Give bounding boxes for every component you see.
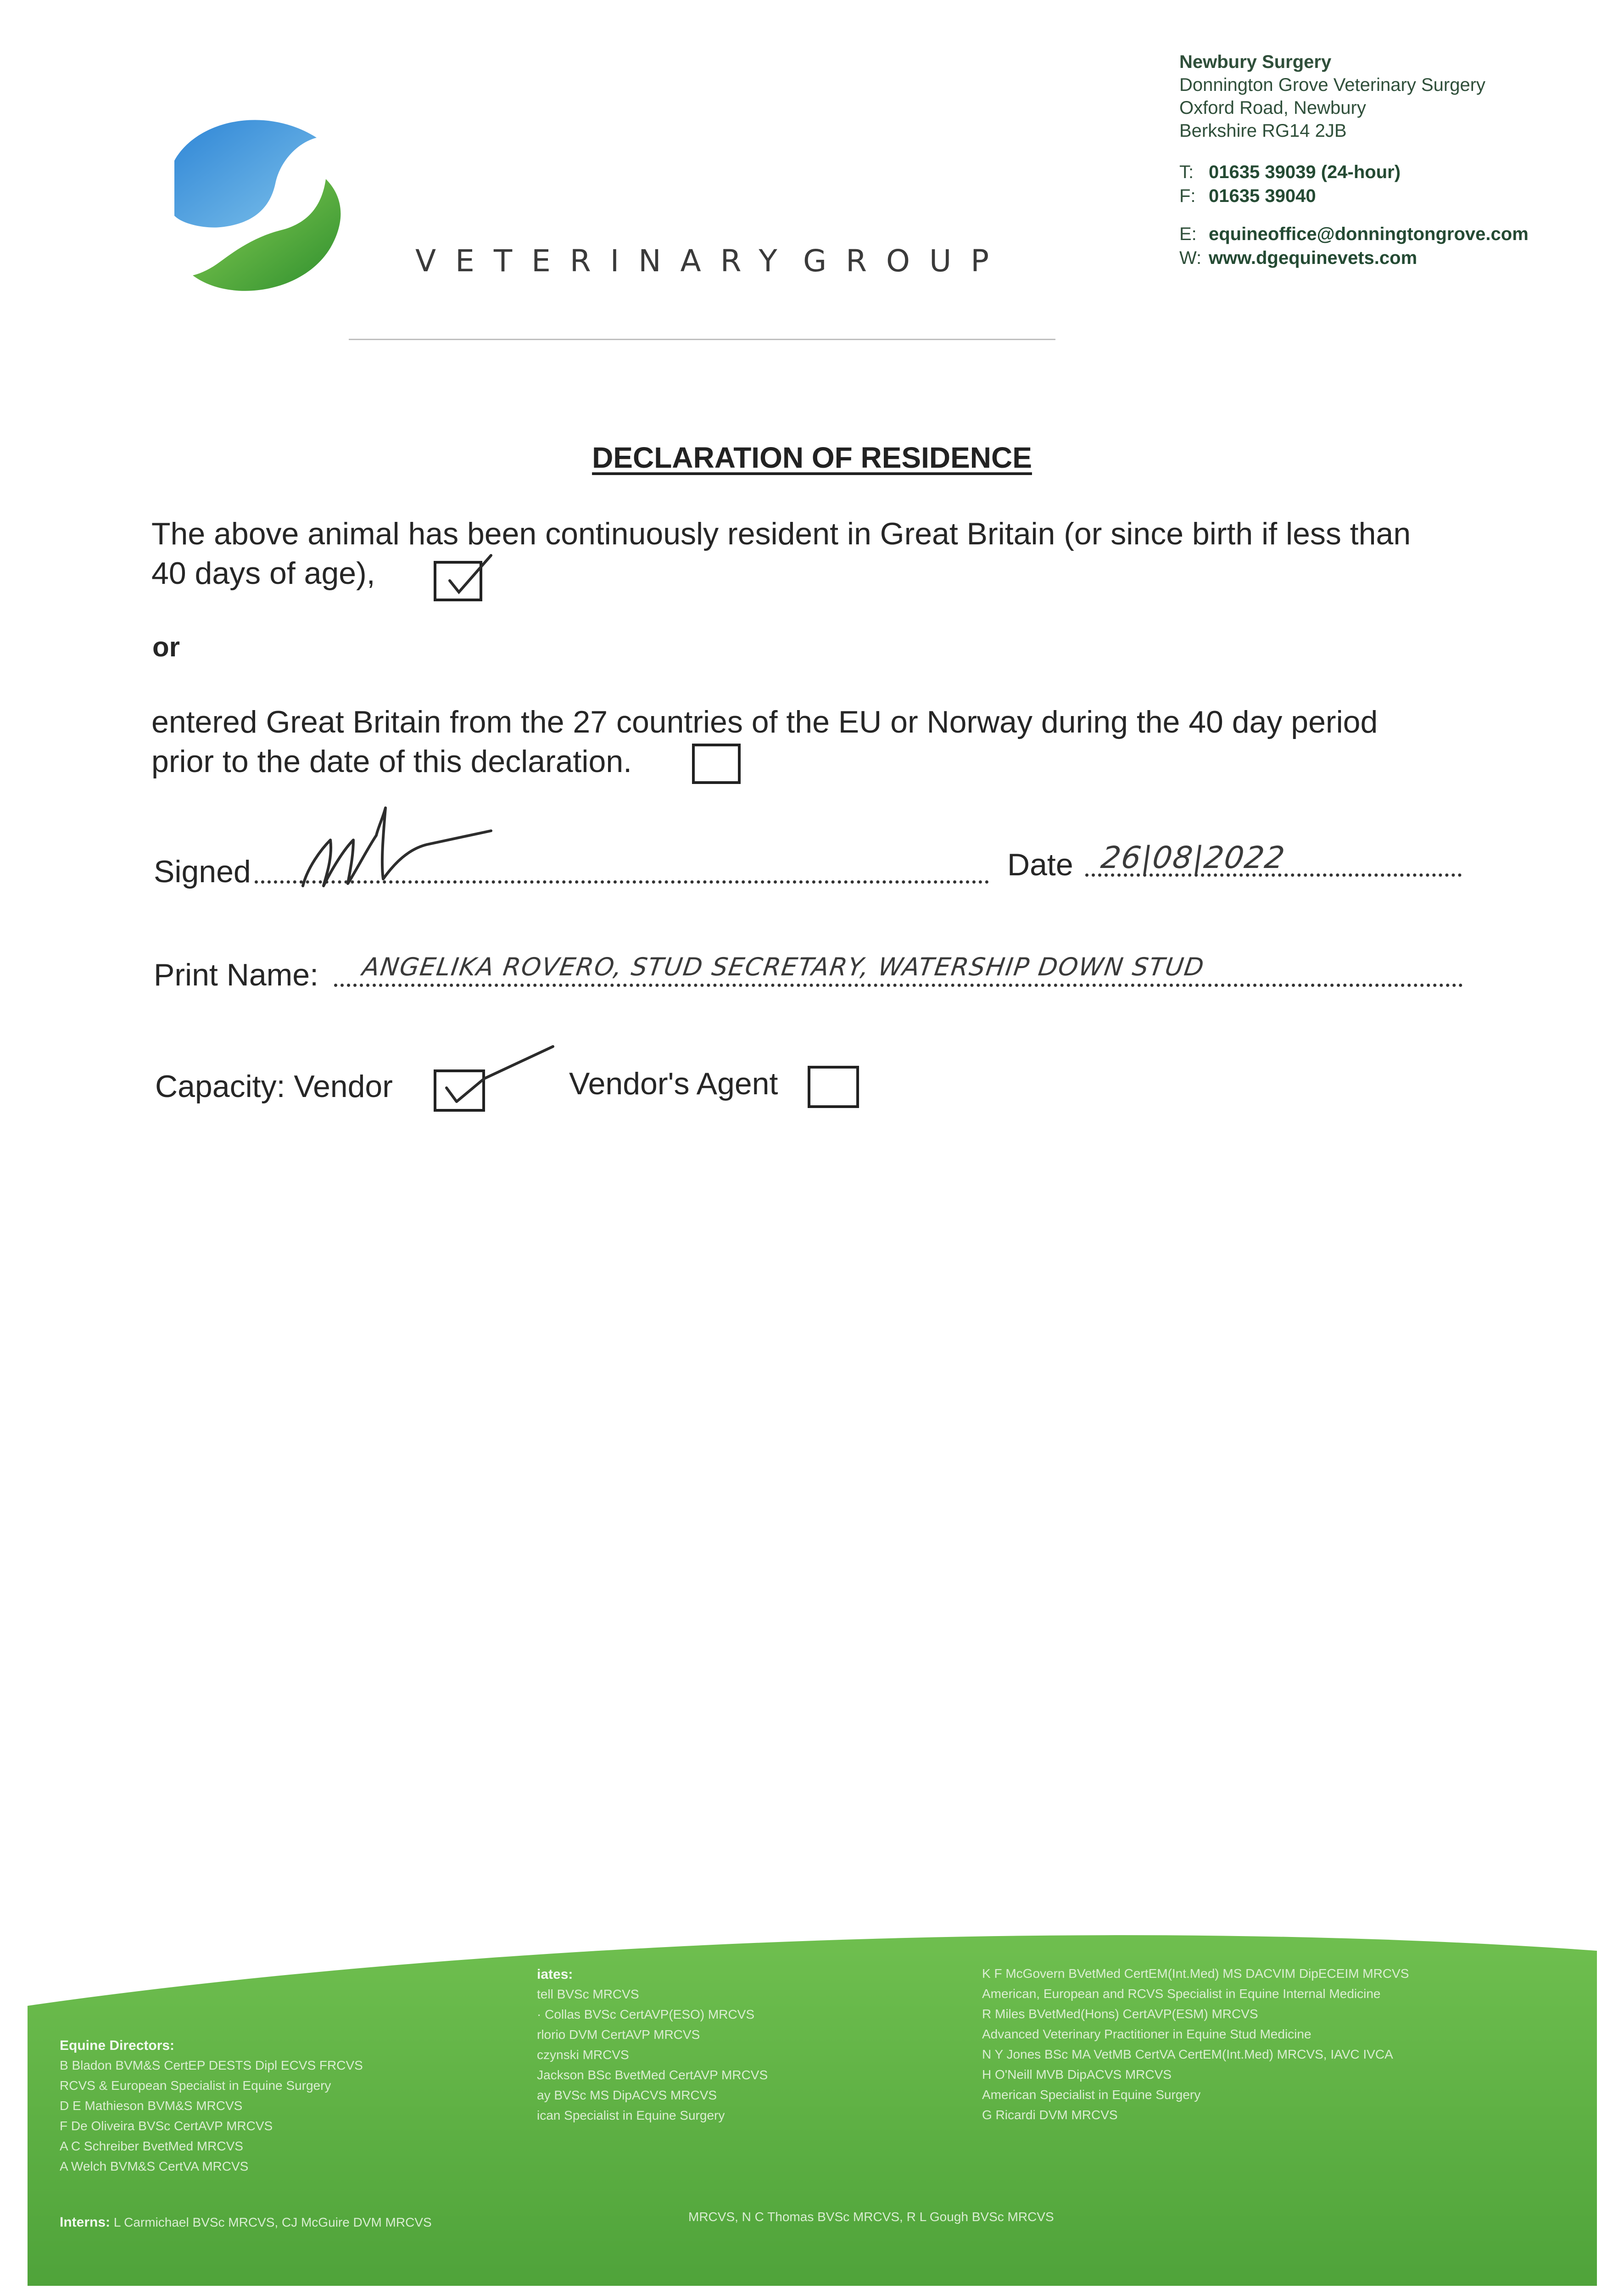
associate-item: H O'Neill MVB DipACVS MRCVS xyxy=(982,2067,1172,2082)
associate-item: G Ricardi DVM MRCVS xyxy=(982,2108,1118,2122)
director-item: A Welch BVM&S CertVA MRCVS xyxy=(60,2159,249,2173)
email-label: E: xyxy=(1179,224,1197,244)
directors-list xyxy=(60,2055,363,2177)
interns-left: L Carmichael BVSc MRCVS, CJ McGuire DVM MRCVS xyxy=(113,2215,432,2229)
capacity-vendor-label: Capacity: Vendor xyxy=(155,1069,393,1104)
header-divider xyxy=(349,339,1055,340)
footer-band xyxy=(28,1919,1597,2286)
associate-item: Advanced Veterinary Practitioner in Equine Stud Medicine xyxy=(982,2027,1311,2041)
surgery-name: Newbury Surgery xyxy=(1179,52,1332,72)
associate-item: N Y Jones BSc MA VetMB CertVA CertEM(Int.Med) MRCVS, IAVC IVCA xyxy=(982,2047,1393,2061)
director-item: F De Oliveira BVSc CertAVP MRCVS xyxy=(60,2119,273,2133)
interns-title: Interns: xyxy=(60,2215,111,2230)
signature-mark xyxy=(289,799,500,895)
web-label: W: xyxy=(1179,248,1202,268)
date-value: 26|08|2022 xyxy=(1099,840,1288,875)
option2-line1: entered Great Britain from the 27 countries of the EU or Norway during the 40 day period xyxy=(151,705,1378,739)
option1-line2: 40 days of age), xyxy=(151,556,375,591)
eu-entry-checkbox[interactable] xyxy=(692,744,741,784)
check-mark-icon xyxy=(441,549,496,599)
signed-label: Signed xyxy=(154,854,251,889)
associate-item: Jackson BSc BvetMed CertAVP MRCVS xyxy=(537,2068,768,2082)
associate-item: American Specialist in Equine Surgery xyxy=(982,2088,1201,2102)
associate-item: ican Specialist in Equine Surgery xyxy=(537,2108,725,2122)
print-name-label: Print Name: xyxy=(154,957,318,992)
director-item: D E Mathieson BVM&S MRCVS xyxy=(60,2099,243,2113)
check-mark-icon xyxy=(438,1042,558,1111)
director-item: B Bladon BVM&S CertEP DESTS Dipl ECVS FRCVS xyxy=(60,2058,363,2072)
option1-line1: The above animal has been continuously resident in Great Britain (or since birth if less than xyxy=(151,516,1411,551)
phone-line xyxy=(1179,161,1401,184)
print-name-value: ANGELIKA ROVERO, STUD SECRETARY, WATERSHIP DOWN STUD xyxy=(360,952,1206,981)
phone-label: T: xyxy=(1179,162,1194,182)
associate-item: R Miles BVetMed(Hons) CertAVP(ESM) MRCVS xyxy=(982,2007,1258,2021)
associates-title: iates: xyxy=(537,1967,573,1982)
fax-number: 01635 39040 xyxy=(1209,186,1316,206)
email-address: equineoffice@donningtongrove.com xyxy=(1209,224,1529,244)
brand-word-veterinary: VETERINARY xyxy=(415,243,797,279)
associate-item: tell BVSc MRCVS xyxy=(537,1987,639,2001)
surgery-address-block xyxy=(1179,50,1485,142)
print-name-line[interactable] xyxy=(334,984,1463,987)
associate-item: czynski MRCVS xyxy=(537,2048,629,2062)
associate-item: ay BVSc MS DipACVS MRCVS xyxy=(537,2088,717,2102)
director-item: RCVS & European Specialist in Equine Surgery xyxy=(60,2078,331,2093)
interns-line xyxy=(60,2212,432,2233)
associate-item: rlorio DVM CertAVP MRCVS xyxy=(537,2027,700,2042)
document-title: DECLARATION OF RESIDENCE xyxy=(592,441,1032,474)
web-line xyxy=(1179,246,1417,269)
directors-title: Equine Directors: xyxy=(60,2038,175,2053)
or-separator: or xyxy=(152,632,180,662)
fax-label: F: xyxy=(1179,186,1196,206)
email-line xyxy=(1179,223,1529,246)
option2-line2: prior to the date of this declaration. xyxy=(151,744,632,779)
associate-item: American, European and RCVS Specialist in Equine Internal Medicine xyxy=(982,1987,1381,2001)
address-line: Oxford Road, Newbury xyxy=(1179,98,1366,118)
fax-line xyxy=(1179,185,1316,207)
brand-word-group: GROUP xyxy=(803,243,1009,279)
vendors-agent-checkbox[interactable] xyxy=(808,1066,859,1108)
date-label: Date xyxy=(1007,847,1073,882)
vendors-agent-label: Vendor's Agent xyxy=(569,1066,778,1101)
associates-list xyxy=(537,1984,768,2126)
associates-right-list xyxy=(982,1964,1409,2125)
director-item: A C Schreiber BvetMed MRCVS xyxy=(60,2139,243,2153)
interns-right: MRCVS, N C Thomas BVSc MRCVS, R L Gough BVSc MRCVS xyxy=(688,2210,1054,2224)
address-line: Berkshire RG14 2JB xyxy=(1179,121,1347,141)
associate-item: K F McGovern BVetMed CertEM(Int.Med) MS DACVIM DipECEIM MRCVS xyxy=(982,1966,1409,1981)
veterinary-group-logo xyxy=(165,110,358,303)
address-line: Donnington Grove Veterinary Surgery xyxy=(1179,75,1486,95)
website-url: www.dgequinevets.com xyxy=(1209,248,1418,268)
associate-item: · Collas BVSc CertAVP(ESO) MRCVS xyxy=(537,2007,755,2021)
phone-number: 01635 39039 (24-hour) xyxy=(1209,162,1401,182)
